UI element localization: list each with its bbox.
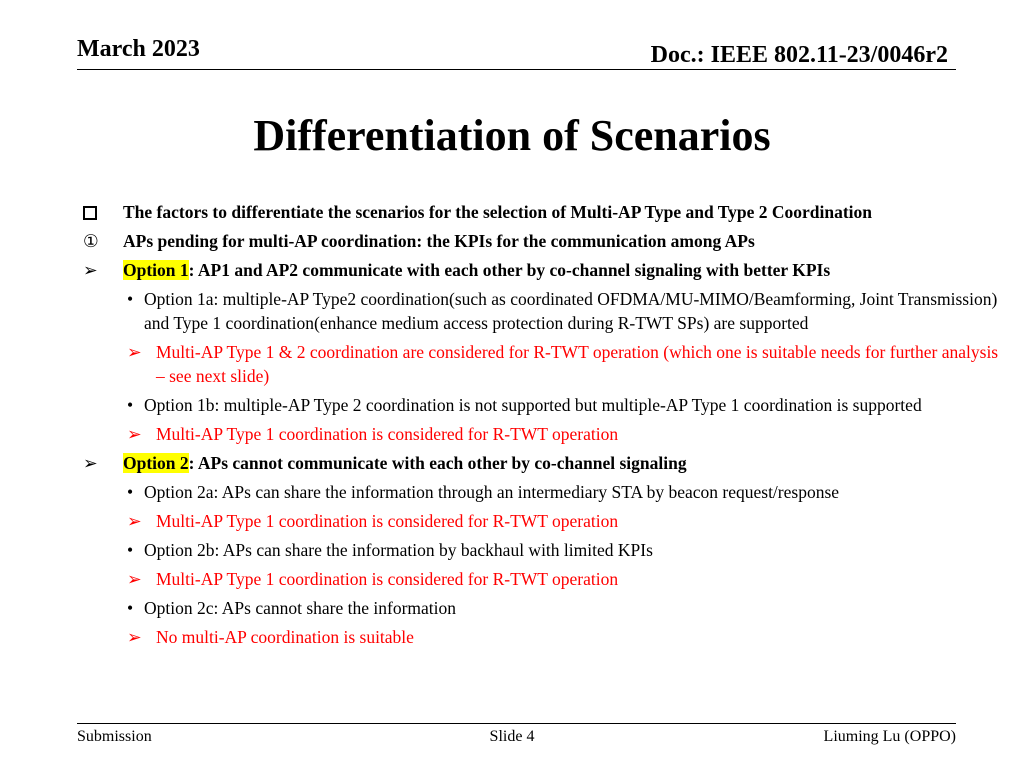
bullet-text: Option 2a: APs can share the information through an intermediary STA by beacon request/response <box>144 482 840 502</box>
bullet-option-2b-note <box>77 567 1002 591</box>
footer-slide-number: Slide 4 <box>489 728 535 745</box>
footer-divider <box>77 723 956 724</box>
arrow-bullet-icon: ➢ <box>127 342 142 362</box>
bullet-aps-pending <box>77 229 1002 253</box>
bullet-text: : APs cannot communicate with each other by co-channel signaling <box>188 453 687 473</box>
slide-title: Differentiation of Scenarios <box>253 111 771 160</box>
bullet-option-2b <box>77 538 1002 562</box>
dot-bullet-icon: • <box>127 482 134 502</box>
header-divider <box>77 69 956 70</box>
bullet-factors <box>77 200 1002 224</box>
bullet-option-1 <box>77 258 1002 282</box>
footer-author: Liuming Lu (OPPO) <box>823 728 956 745</box>
arrow-bullet-icon: ➢ <box>127 511 142 531</box>
bullet-option-2a <box>77 480 1002 504</box>
bullet-text: No multi-AP coordination is suitable <box>156 627 414 647</box>
footer-submission: Submission <box>77 728 152 745</box>
bullet-option-2c-note <box>77 625 1002 649</box>
dot-bullet-icon: • <box>127 395 134 415</box>
arrow-bullet-icon: ➢ <box>127 424 142 444</box>
header-doc-id: Doc.: IEEE 802.11-23/0046r2 <box>650 42 948 68</box>
dot-bullet-icon: • <box>127 540 134 560</box>
bullet-text: The factors to differentiate the scenarios for the selection of Multi-AP Type and Type 2 Coordination <box>123 202 873 222</box>
bullet-text: Multi-AP Type 1 & 2 coordination are considered for R-TWT operation (which one is suitable needs for further analysis – see next slide) <box>156 342 999 386</box>
bullet-text: Option 2c: APs cannot share the information <box>144 598 457 618</box>
bullet-option-1a-note <box>77 340 1002 388</box>
bullet-text: Multi-AP Type 1 coordination is considered for R-TWT operation <box>156 569 619 589</box>
square-bullet-icon <box>83 200 97 226</box>
bullet-option-2c <box>77 596 1002 620</box>
option-1-highlight: Option 1 <box>123 260 189 280</box>
dot-bullet-icon: • <box>127 289 134 309</box>
bullet-text: Multi-AP Type 1 coordination is considered for R-TWT operation <box>156 424 619 444</box>
bullet-option-1b <box>77 393 1002 417</box>
dot-bullet-icon: • <box>127 598 134 618</box>
bullet-text: : AP1 and AP2 communicate with each other by co-channel signaling with better KPIs <box>188 260 831 280</box>
bullet-text: Option 1b: multiple-AP Type 2 coordination is not supported but multiple-AP Type 1 coordination is supported <box>144 395 922 415</box>
bullet-text: Multi-AP Type 1 coordination is considered for R-TWT operation <box>156 511 619 531</box>
slide-body <box>77 200 1002 654</box>
option-2-highlight: Option 2 <box>123 453 189 473</box>
header-date: March 2023 <box>77 36 200 62</box>
circled-one-icon: ① <box>83 231 99 251</box>
bullet-option-1b-note <box>77 422 1002 446</box>
arrow-bullet-icon: ➢ <box>127 627 142 647</box>
arrow-bullet-icon: ➢ <box>83 453 98 473</box>
bullet-text: Option 1a: multiple-AP Type2 coordination(such as coordinated OFDMA/MU-MIMO/Beamforming, Joint Transmission) and Type 1 coordination(enhance medium access protection during R-TWT SPs) are supported <box>144 289 998 333</box>
bullet-text: APs pending for multi-AP coordination: the KPIs for the communication among APs <box>123 231 755 251</box>
bullet-text: Option 2b: APs can share the information by backhaul with limited KPIs <box>144 540 653 560</box>
bullet-option-2 <box>77 451 1002 475</box>
arrow-bullet-icon: ➢ <box>83 260 98 280</box>
bullet-option-1a <box>77 287 1002 335</box>
arrow-bullet-icon: ➢ <box>127 569 142 589</box>
bullet-option-2a-note <box>77 509 1002 533</box>
